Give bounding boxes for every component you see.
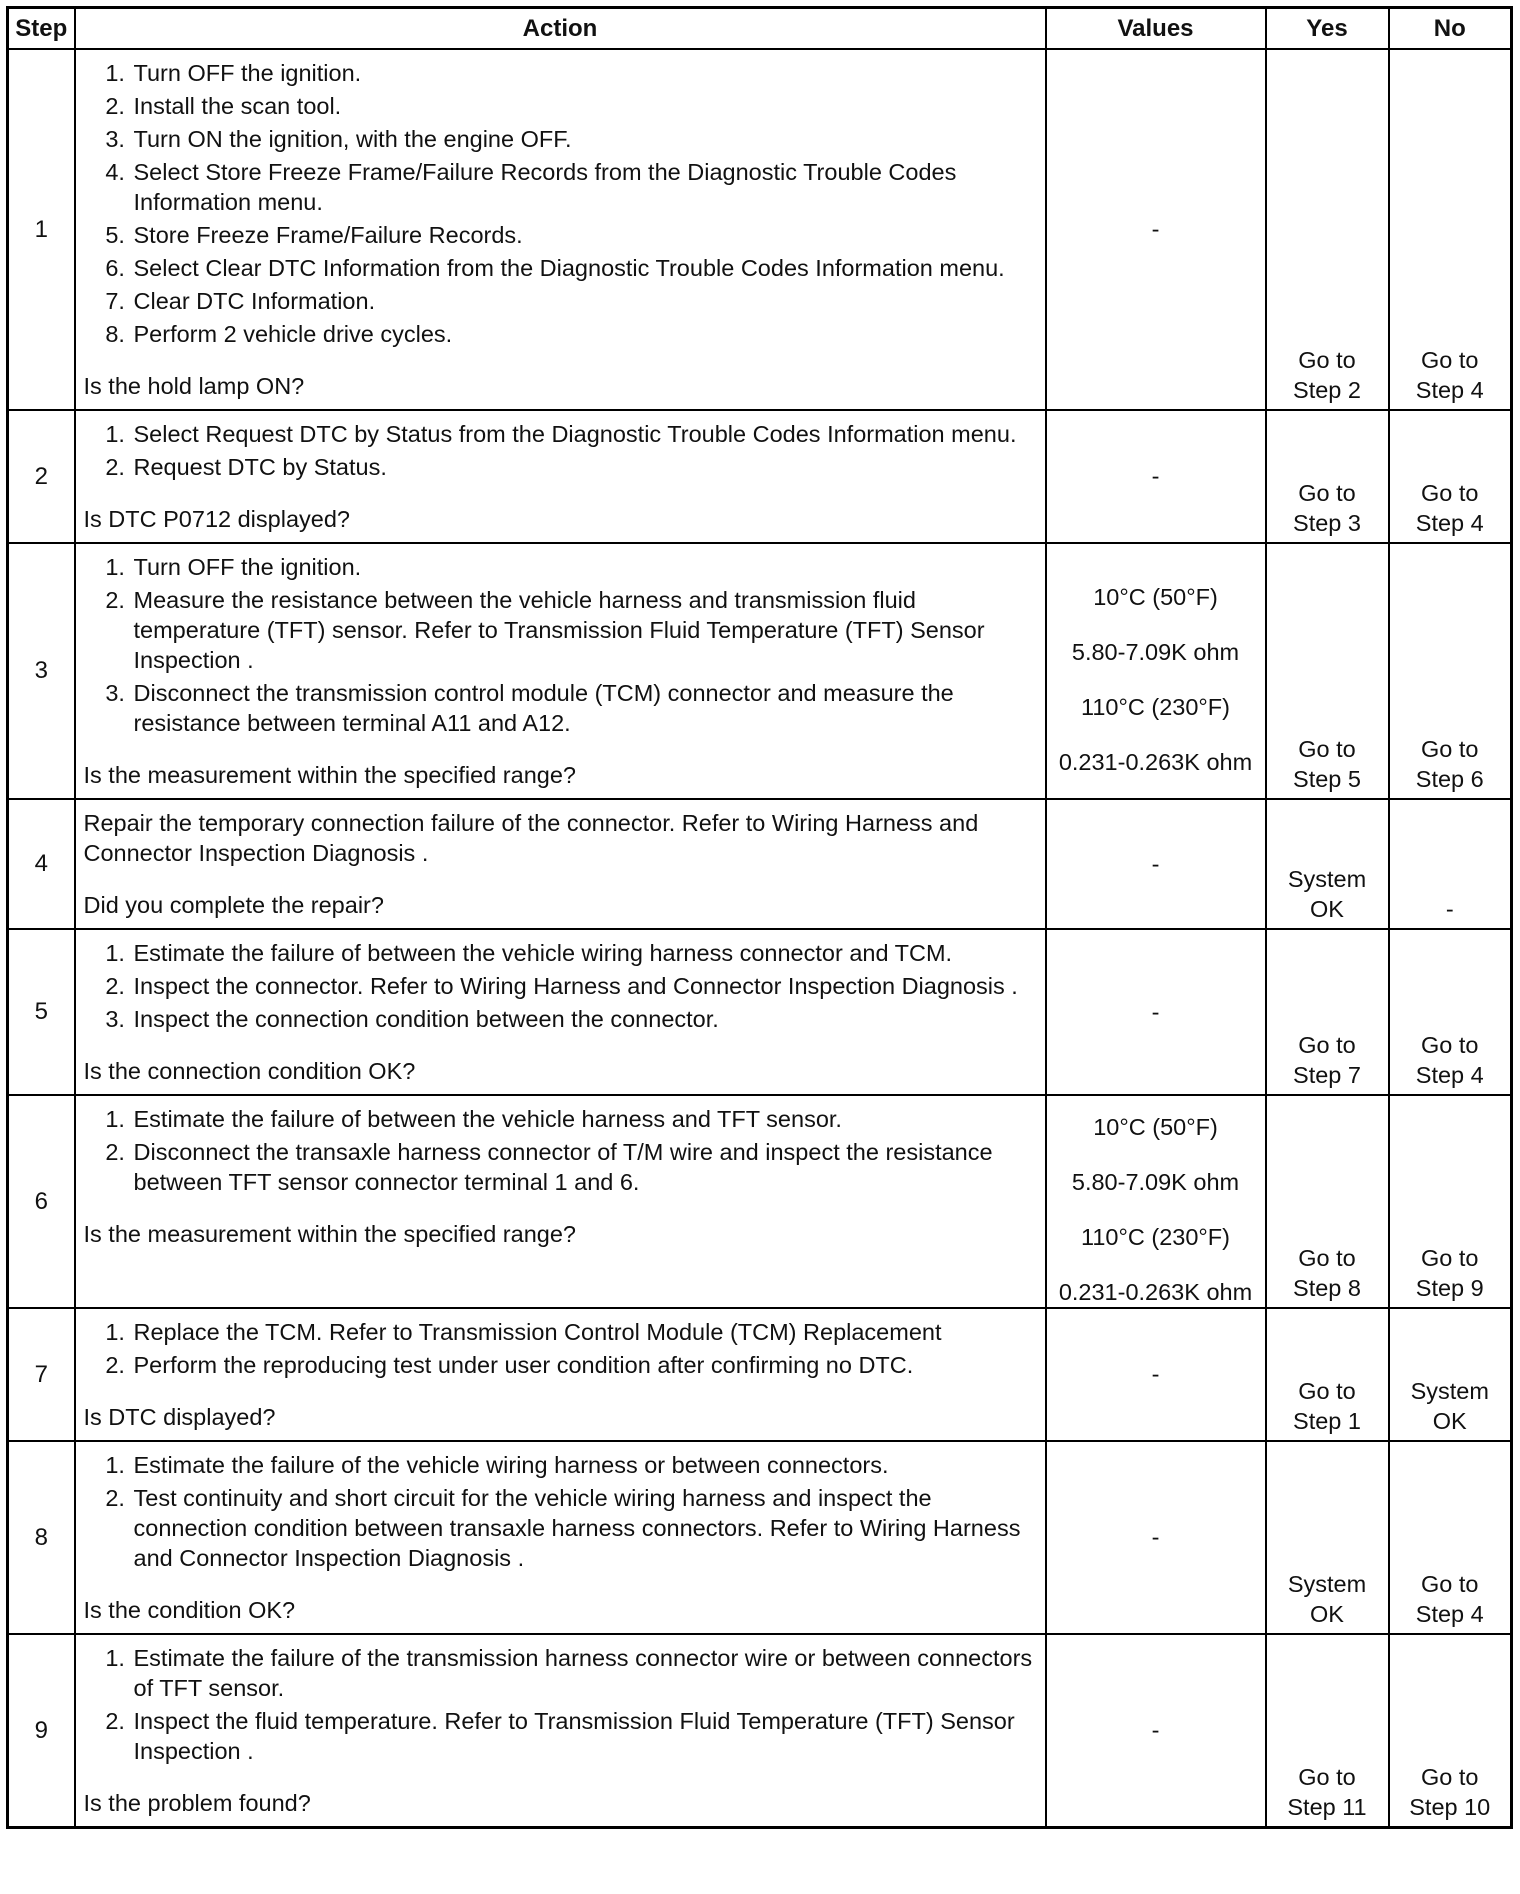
table-row [8,799,1512,929]
header-row [8,8,1512,50]
values-list [1047,566,1265,777]
step-number: 3 [8,543,75,799]
action-question: Did you complete the repair? [83,892,384,918]
values-cell [1046,543,1266,799]
table-row [8,49,1512,410]
action-step-item: 3. Inspect the connection condition between the connector. [132,1004,1041,1034]
values-list [1047,1096,1265,1307]
action-question: Is DTC P0712 displayed? [83,506,350,532]
value-item: - [1151,1361,1160,1387]
action-step-item: 4. Select Store Freeze Frame/Failure Records from the Diagnostic Trouble Codes Information menu. [132,157,1041,217]
action-question: Is DTC displayed? [83,1404,276,1430]
action-step-item: 1. Select Request DTC by Status from the Diagnostic Trouble Codes Information menu. [132,419,1041,449]
action-cell [75,49,1046,410]
action-step-item: 2. Inspect the fluid temperature. Refer to Transmission Fluid Temperature (TFT) Sensor Inspection . [132,1706,1041,1766]
action-steps-list [84,1450,1041,1573]
action-question: Is the measurement within the specified range? [83,762,576,788]
table-row [8,410,1512,543]
no-result: Go to Step 4 [1415,347,1484,403]
value-item: - [1151,1524,1160,1550]
action-text: Repair the temporary connection failure of the connector. Refer to Wiring Harness and Connector Inspection Diagnosis . [83,810,979,866]
action-cell [75,1634,1046,1828]
action-steps-list [84,1317,1041,1380]
action-cell [75,1441,1046,1634]
action-step-item: 1. Turn OFF the ignition. [132,58,1041,88]
action-steps-list [84,1104,1041,1197]
no-cell [1389,799,1512,929]
yes-cell [1266,1308,1389,1441]
values-cell [1046,1308,1266,1441]
header-values: Values [1046,8,1266,50]
value-item: 10°C (50°F) [1093,583,1218,610]
step-number: 1 [8,49,75,410]
action-steps-list [84,58,1041,349]
action-step-item: 1. Replace the TCM. Refer to Transmission Control Module (TCM) Replacement [132,1317,1041,1347]
values-cell [1046,49,1266,410]
header-yes: Yes [1266,8,1389,50]
action-question: Is the measurement within the specified range? [83,1221,576,1247]
values-cell [1046,799,1266,929]
yes-result: Go to Step 2 [1293,347,1361,403]
step-number: 7 [8,1308,75,1441]
action-step-item: 2. Measure the resistance between the vehicle harness and transmission fluid temperature (TFT) sensor. Refer to Transmission Fluid Temperature (TFT) Sensor Inspection . [132,585,1041,675]
no-result: Go to Step 4 [1415,1032,1484,1088]
yes-cell [1266,49,1389,410]
action-question: Is the hold lamp ON? [83,373,305,399]
values-cell [1046,1095,1266,1308]
action-step-item: 2. Inspect the connector. Refer to Wiring Harness and Connector Inspection Diagnosis . [132,971,1041,1001]
action-step-item: 3. Disconnect the transmission control module (TCM) connector and measure the resistance between terminal A11 and A12. [132,678,1041,738]
table-row [8,1308,1512,1441]
table-row [8,1634,1512,1828]
table-row [8,1441,1512,1634]
no-result: - [1445,896,1454,922]
action-step-item: 2. Disconnect the transaxle harness connector of T/M wire and inspect the resistance between TFT sensor connector terminal 1 and 6. [132,1137,1041,1197]
step-number: 9 [8,1634,75,1828]
yes-cell [1266,929,1389,1095]
header-step: Step [8,8,75,50]
action-cell [75,543,1046,799]
value-item: 0.231-0.263K ohm [1058,1279,1253,1305]
action-question: Is the problem found? [83,1790,311,1816]
value-item: 110°C (230°F) [1081,1224,1230,1250]
action-cell [75,799,1046,929]
yes-cell [1266,799,1389,929]
no-result: Go to Step 4 [1415,480,1484,536]
yes-result: Go to Step 3 [1293,480,1361,536]
no-result: Go to Step 6 [1415,736,1484,792]
action-question: Is the connection condition OK? [83,1058,416,1084]
action-step-item: 1. Estimate the failure of the transmission harness connector wire or between connectors of TFT sensor. [132,1643,1041,1703]
no-cell [1389,410,1512,543]
value-item: 5.80-7.09K ohm [1071,1169,1240,1195]
action-step-item: 2. Request DTC by Status. [132,452,1041,482]
yes-result: Go to Step 11 [1287,1764,1367,1820]
no-cell [1389,49,1512,410]
yes-result: Go to Step 7 [1293,1032,1361,1088]
value-item: - [1151,216,1160,242]
yes-cell [1266,543,1389,799]
action-cell [75,1308,1046,1441]
action-step-item: 8. Perform 2 vehicle drive cycles. [132,319,1041,349]
action-steps-list [84,552,1041,738]
value-item: - [1151,463,1160,489]
values-cell [1046,1441,1266,1634]
no-cell [1389,1634,1512,1828]
values-cell [1046,1634,1266,1828]
diagnostic-table [6,6,1513,1829]
action-cell [75,410,1046,543]
value-item: 0.231-0.263K ohm [1058,748,1253,775]
no-cell [1389,929,1512,1095]
value-item: 110°C (230°F) [1081,693,1230,720]
yes-cell [1266,1634,1389,1828]
no-cell [1389,1095,1512,1308]
table-row [8,1095,1512,1308]
value-item: - [1151,850,1160,877]
action-step-item: 1. Estimate the failure of between the vehicle wiring harness connector and TCM. [132,938,1041,968]
no-cell [1389,1441,1512,1634]
action-question: Is the condition OK? [83,1597,296,1623]
header-action: Action [75,8,1046,50]
yes-result: Go to Step 1 [1293,1378,1361,1434]
action-step-item: 5. Store Freeze Frame/Failure Records. [132,220,1041,250]
value-item: 10°C (50°F) [1093,1114,1218,1140]
table-body [8,49,1512,1828]
table-row [8,543,1512,799]
no-result: System OK [1410,1378,1489,1434]
action-step-item: 2. Perform the reproducing test under user condition after confirming no DTC. [132,1350,1041,1380]
step-number: 2 [8,410,75,543]
yes-cell [1266,1441,1389,1634]
no-cell [1389,1308,1512,1441]
yes-result: Go to Step 8 [1293,1245,1361,1301]
values-cell [1046,929,1266,1095]
table-row [8,929,1512,1095]
action-cell [75,1095,1046,1308]
values-cell [1046,410,1266,543]
step-number: 6 [8,1095,75,1308]
header-no: No [1389,8,1512,50]
action-step-item: 2. Test continuity and short circuit for the vehicle wiring harness and inspect the connection condition between transaxle harness connectors. Refer to Wiring Harness and Connector Inspection Diagnosis . [132,1483,1041,1573]
action-step-item: 2. Install the scan tool. [132,91,1041,121]
no-cell [1389,543,1512,799]
no-result: Go to Step 4 [1415,1571,1484,1627]
action-steps-list [84,938,1041,1034]
yes-cell [1266,1095,1389,1308]
action-step-item: 1. Estimate the failure of between the vehicle harness and TFT sensor. [132,1104,1041,1134]
action-step-item: 7. Clear DTC Information. [132,286,1041,316]
no-result: Go to Step 10 [1409,1764,1491,1820]
action-step-item: 1. Estimate the failure of the vehicle wiring harness or between connectors. [132,1450,1041,1480]
value-item: 5.80-7.09K ohm [1071,638,1240,665]
value-item: - [1151,1717,1160,1743]
action-steps-list [84,419,1041,482]
yes-cell [1266,410,1389,543]
step-number: 8 [8,1441,75,1634]
step-number: 5 [8,929,75,1095]
action-step-item: 1. Turn OFF the ignition. [132,552,1041,582]
value-item: - [1151,998,1160,1025]
yes-result: System OK [1287,1571,1367,1627]
action-step-item: 3. Turn ON the ignition, with the engine OFF. [132,124,1041,154]
no-result: Go to Step 9 [1415,1245,1484,1301]
yes-result: Go to Step 5 [1293,736,1361,792]
yes-result: System OK [1287,866,1367,922]
action-cell [75,929,1046,1095]
action-step-item: 6. Select Clear DTC Information from the Diagnostic Trouble Codes Information menu. [132,253,1041,283]
action-steps-list [84,1643,1041,1766]
step-number: 4 [8,799,75,929]
